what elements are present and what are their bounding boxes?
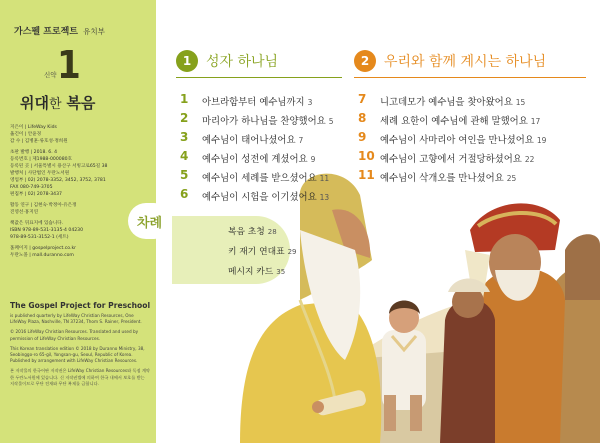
english-paragraph: This Korean translation edition © 2018 by Duranno Ministry, 38, Seobinggo-ro 65-gil, Yongsan-gu, Seoul, Republic of Korea. Published by arrangement with LifeWay Christian Resources. bbox=[10, 345, 145, 364]
entry-text: 마리아가 하나님을 찬양했어요 bbox=[202, 116, 326, 127]
credit-line: 등록된 곳 | 서울특별시 용산구 서빙고로65길 38 bbox=[10, 164, 108, 169]
entry-page: 25 bbox=[506, 174, 517, 183]
credit-line: 두란노몰 | mall.duranno.com bbox=[10, 253, 74, 258]
section-1-rule bbox=[176, 77, 342, 78]
section-1-title: 성자 하나님 bbox=[206, 54, 279, 70]
entry-text: 예수님이 삭개오를 만나셨어요 bbox=[380, 173, 504, 184]
entry-title bbox=[202, 94, 312, 108]
entry-title bbox=[202, 151, 315, 165]
credit-line: 진영선·홍지연 bbox=[10, 210, 39, 215]
section-2-title: 우리와 함께 계시는 하나님 bbox=[384, 54, 547, 70]
section-2-badge: 2 bbox=[354, 50, 376, 72]
english-paragraph: is published quarterly by LifeWay Christian Resources, One LifeWay Plaza, Nashville, TN 37234, Thom S. Rainer, President. bbox=[10, 313, 142, 325]
entry-number: 2 bbox=[180, 111, 189, 125]
credit-line: 편집부 | 02) 2078-3437 bbox=[10, 192, 62, 197]
entry-title bbox=[380, 151, 534, 165]
entry-page: 13 bbox=[319, 193, 330, 202]
entry-text: 예수님이 고향에서 거절당하셨어요 bbox=[380, 154, 522, 165]
entry-number: 11 bbox=[358, 168, 375, 182]
entry-page: 5 bbox=[328, 117, 334, 126]
contents-label: 차례 bbox=[137, 216, 163, 231]
volume-label: 신약 bbox=[44, 71, 57, 79]
credit-line: 초판 발행 | 2018. 6. 4 bbox=[10, 150, 58, 155]
extra-text: 키 재기 연대표 bbox=[228, 247, 285, 257]
extra-item-height-timeline[interactable] bbox=[228, 244, 297, 257]
contents-tab bbox=[128, 203, 172, 239]
extra-page: 29 bbox=[287, 248, 297, 256]
entry-text: 예수님이 시험을 이기셨어요 bbox=[202, 192, 317, 203]
entry-title bbox=[202, 113, 333, 127]
entry-title bbox=[202, 189, 329, 203]
entry-page: 17 bbox=[530, 117, 541, 126]
credit-line: 감 수 | 김병훈·류호성·정희원 bbox=[10, 139, 68, 144]
credit-line: 옮긴이 | 안윤경 bbox=[10, 132, 42, 137]
entry-number: 10 bbox=[358, 149, 375, 163]
extra-text: 복음 초청 bbox=[228, 227, 265, 237]
entry-page: 22 bbox=[524, 155, 535, 164]
book-title-part2: 한 bbox=[48, 97, 62, 112]
book-title-part1: 위대 bbox=[20, 94, 49, 112]
entry-page: 19 bbox=[536, 136, 547, 145]
entry-title bbox=[380, 170, 516, 184]
extra-text: 메시지 카드 bbox=[228, 267, 274, 277]
english-paragraph: 본 저작물의 한국어판 저작권은 LifeWay Christian Resources와 독점 계약한 두란노서원에 있습니다. 신 저작권법에 의하여 한국 내에서 보호를 받는 저작물이므로 무단 전재와 무단 복제를 금합니다. bbox=[10, 368, 150, 386]
entry-text: 예수님이 태어나셨어요 bbox=[202, 135, 296, 146]
credit-line: 책값은 뒤표지에 있습니다. bbox=[10, 221, 64, 226]
series-title: 가스펠 프로젝트 bbox=[14, 27, 78, 37]
entry-text: 예수님이 세례를 받으셨어요 bbox=[202, 173, 317, 184]
credit-line: 등록번호 | 제1988-000080호 bbox=[10, 157, 72, 162]
entry-page: 3 bbox=[307, 98, 313, 107]
entry-title bbox=[202, 132, 303, 146]
credit-line: 978-89-531-3152-1 (세트) bbox=[10, 235, 69, 240]
credit-line: 홈페이지 | gospelproject.co.kr bbox=[10, 246, 77, 251]
entry-title bbox=[380, 132, 546, 146]
extra-item-message-cards[interactable] bbox=[228, 264, 285, 277]
entry-title bbox=[380, 94, 525, 108]
section-2-rule bbox=[354, 77, 586, 78]
entry-page: 11 bbox=[319, 174, 330, 183]
entry-page: 7 bbox=[298, 136, 304, 145]
credit-line: 지은이 | LifeWay Kids bbox=[10, 125, 57, 130]
credit-line: 발행처 | 사단법인 두란노서원 bbox=[10, 171, 70, 176]
credit-line: ISBN 978-89-531-3135-4 04230 bbox=[10, 228, 84, 233]
entry-text: 니고데모가 예수님을 찾아왔어요 bbox=[380, 97, 513, 108]
entry-page: 15 bbox=[515, 98, 526, 107]
entry-number: 7 bbox=[358, 92, 367, 106]
series-level: 유치부 bbox=[83, 27, 105, 36]
book-title-part3: 복음 bbox=[66, 94, 96, 112]
entry-text: 세례 요한이 예수님에 관해 말했어요 bbox=[380, 116, 528, 127]
entry-page: 9 bbox=[310, 155, 316, 164]
extra-item-gospel-invitation[interactable] bbox=[228, 224, 277, 237]
section-1-badge: 1 bbox=[176, 50, 198, 72]
entry-number: 6 bbox=[180, 187, 189, 201]
entry-text: 예수님이 사마리아 여인을 만나셨어요 bbox=[380, 135, 534, 146]
credit-line: 활동 연구 | 김현숙·박정아·유은정 bbox=[10, 203, 77, 208]
entry-number: 8 bbox=[358, 111, 367, 125]
entry-title bbox=[380, 113, 540, 127]
entry-number: 5 bbox=[180, 168, 189, 182]
english-title: The Gospel Project for Preschool bbox=[10, 301, 151, 310]
entry-number: 1 bbox=[180, 92, 189, 106]
elder-main bbox=[240, 174, 381, 443]
credit-line: FAX 080-749-3705 bbox=[10, 185, 53, 190]
entry-text: 아브라함부터 예수님까지 bbox=[202, 97, 305, 108]
extra-page: 28 bbox=[267, 228, 277, 236]
entry-title bbox=[202, 170, 329, 184]
english-paragraph: © 2016 LifeWay Christian Resources. Translated and used by permission of LifeWay Christian Resources. bbox=[10, 329, 139, 341]
extra-page: 35 bbox=[276, 268, 286, 276]
entry-number: 3 bbox=[180, 130, 189, 144]
entry-number: 4 bbox=[180, 149, 189, 163]
credit-line: 영업부 | 02) 2078-3352, 3452, 3752, 3781 bbox=[10, 178, 106, 183]
volume-number: 1 bbox=[57, 43, 81, 87]
entry-number: 9 bbox=[358, 130, 367, 144]
entry-text: 예수님이 성전에 계셨어요 bbox=[202, 154, 308, 165]
